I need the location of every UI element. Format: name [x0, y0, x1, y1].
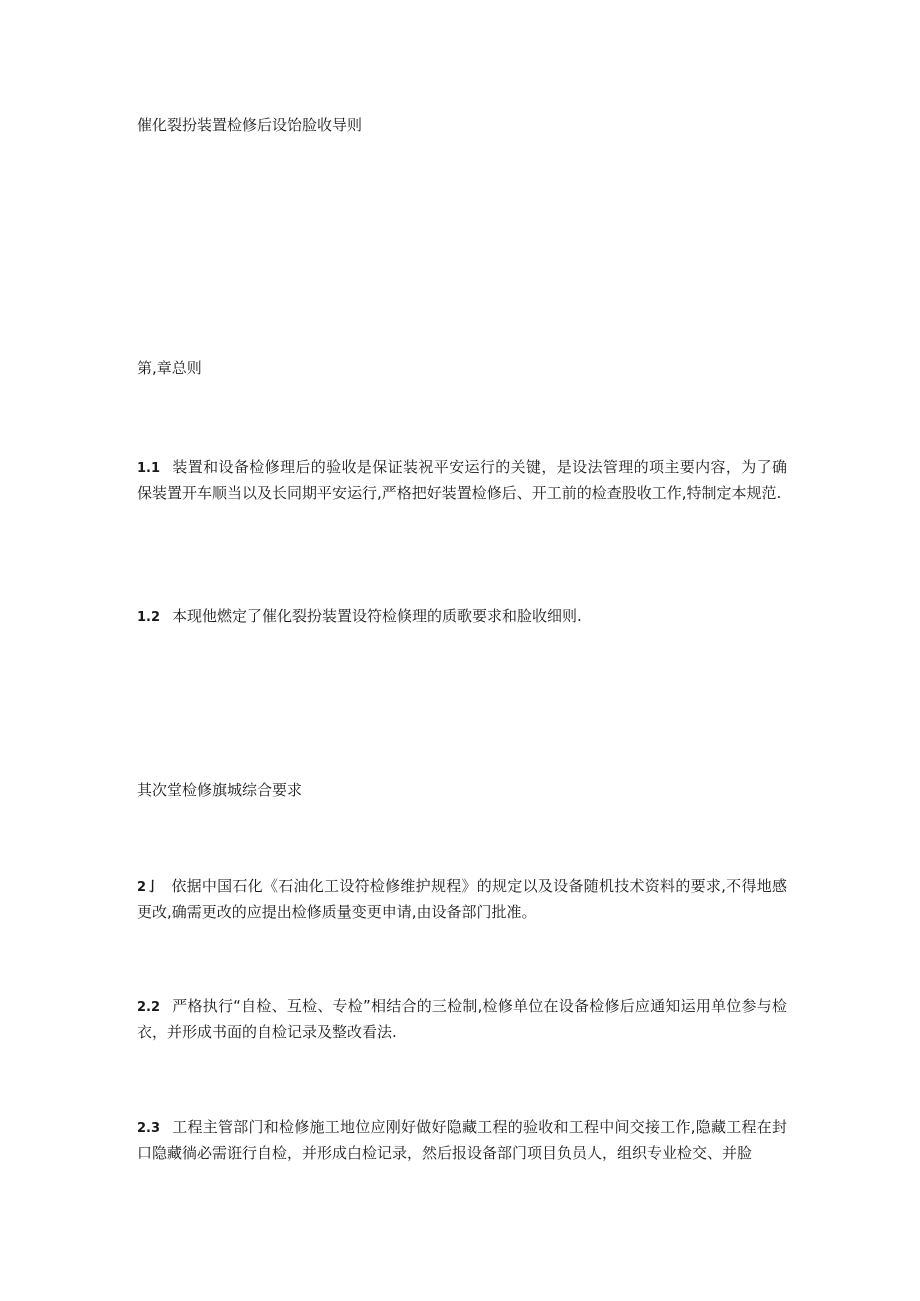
- section-number: 2亅: [137, 880, 160, 895]
- document-title: 催化裂扮装置检修后设饴脸收导则: [137, 116, 363, 134]
- section-1-2: [137, 604, 787, 630]
- section-1-1: [137, 455, 787, 506]
- section-2-2: [137, 994, 787, 1045]
- section-number: 1.1: [137, 461, 161, 476]
- section-number: 1.2: [137, 610, 161, 625]
- section-text: 工程主管部门和检修施工地位应刚好做好隐藏工程的验收和工程中间交接工作,隐藏工程在封口隐藏徜必需诳行自检，并形成白检记录，然后报设备部门项目负员人，组织专业检交、并脸: [137, 1118, 787, 1162]
- section-text: 本现他燃定了催化裂扮装置设符检倏理的质歌要求和脸收细则.: [172, 607, 582, 625]
- section-text: 严格执行“自检、互检、专检”相结合的三检制,检修单位在设备检修后应通知运用单位参与检衣，并形成书面的自检记录及整改看法.: [137, 997, 787, 1041]
- section-2-3: [137, 1115, 787, 1166]
- section-number: 2.3: [137, 1121, 161, 1136]
- section-text: 依据中国石化《石油化工设符检修维护规程》的规定以及设备随机技术资料的要求,不得地感更改,确需更改的应提出检修质量变更申请,由设备部门批准。: [137, 877, 787, 921]
- chapter-1-heading: 第,章总则: [137, 359, 202, 377]
- chapter-2-heading: 其次堂检修旗城综合要求: [137, 781, 303, 799]
- section-2-1: [137, 874, 787, 925]
- section-text: 装置和设备检修理后的验收是保证装祝平安运行的关键，是设法管理的项主要内容，为了确保装置开车顺当以及长同期平安运行,严格把好装置检修后、开工前的检查股收工作,特制定本规范.: [137, 458, 787, 502]
- section-number: 2.2: [137, 1000, 161, 1015]
